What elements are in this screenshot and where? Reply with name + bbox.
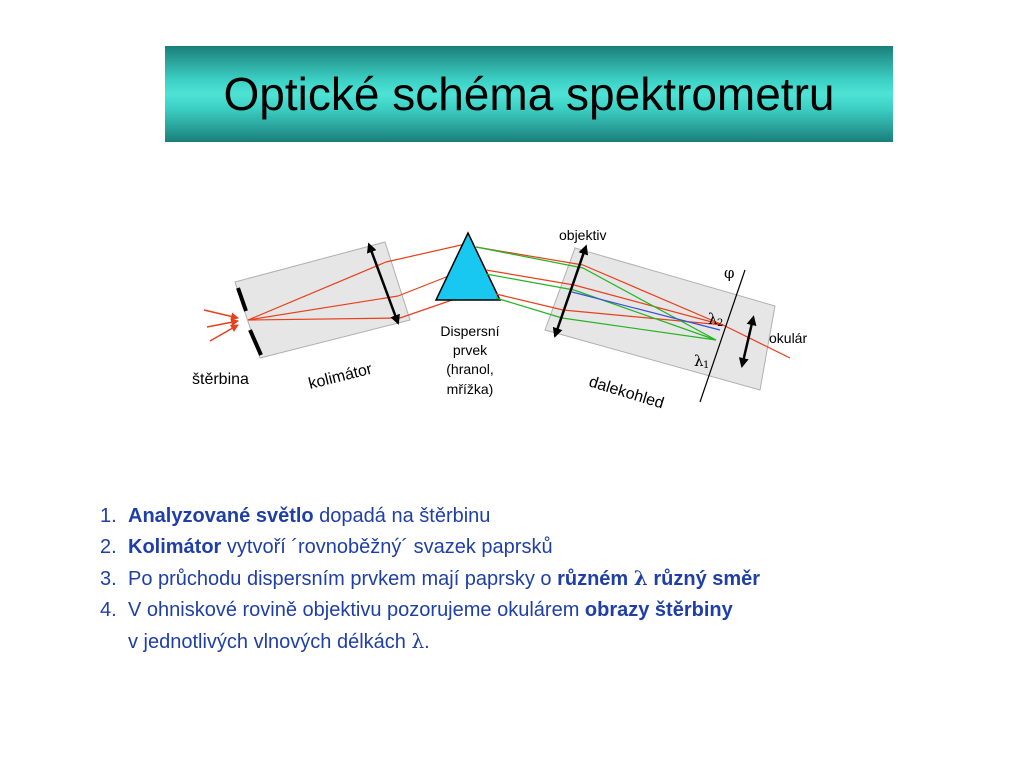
dispersive-element-label-3: (hranol,	[446, 361, 494, 377]
step-text: Po průchodu dispersním prvkem mají paprsky o	[128, 568, 558, 590]
telescope-label: dalekohled	[586, 373, 666, 413]
green-ray-2	[486, 274, 574, 290]
step-number: 2.	[100, 536, 117, 558]
step-bold: obrazy štěrbiny	[584, 599, 733, 621]
lambda1-symbol: λ	[694, 352, 704, 370]
lambda1-subscript: 1	[703, 360, 710, 371]
step-text: V ohniskové rovině objektivu pozorujeme okulárem	[128, 599, 585, 621]
step-end: .	[424, 631, 430, 653]
dispersive-element-label-1: Dispersní	[440, 323, 500, 339]
step-bold: Kolimátor	[128, 536, 222, 558]
step-text: vytvoří ´rovnoběžný´ svazek paprsků	[221, 536, 553, 558]
red-ray-2	[486, 270, 574, 285]
prism	[436, 233, 500, 300]
dispersive-element-label-2: prvek	[452, 342, 488, 358]
lambda-symbol: λ	[411, 629, 425, 653]
step-4	[100, 595, 980, 626]
step-number: 3.	[100, 568, 117, 590]
lambda2-subscript: 2	[717, 318, 724, 329]
step-bold: Analyzované světlo	[128, 505, 314, 527]
incident-ray-3	[210, 325, 238, 341]
step-3	[100, 563, 980, 595]
step-bold: různém	[557, 568, 634, 590]
phi-label: φ	[724, 264, 735, 282]
collimator-tube	[235, 242, 410, 358]
eyepiece-label: okulár	[769, 330, 808, 346]
incident-ray-2	[207, 321, 238, 327]
page-title: Optické schéma spektrometru	[223, 68, 835, 120]
parallel-ray-3	[400, 299, 455, 318]
step-number: 1.	[100, 505, 117, 527]
objective-label: objektiv	[559, 227, 607, 243]
collimator-label: kolimátor	[306, 360, 374, 393]
step-bold-2: různý směr	[647, 568, 761, 590]
slit-label: štěrbina	[192, 371, 249, 388]
green-ray-1	[476, 247, 583, 268]
steps-list	[100, 501, 980, 658]
step-1	[100, 501, 980, 532]
lambda-symbol: λ	[633, 566, 648, 590]
step-text: dopadá na štěrbinu	[313, 505, 491, 527]
lambda2-symbol: λ	[708, 310, 718, 328]
incident-ray-1	[204, 310, 238, 318]
step-text: v jednotlivých vlnových délkách	[128, 631, 412, 653]
step-2	[100, 532, 980, 563]
dispersive-element-label-4: mřížka)	[446, 381, 494, 397]
step-4-continuation	[100, 626, 980, 658]
step-number: 4.	[100, 599, 117, 621]
